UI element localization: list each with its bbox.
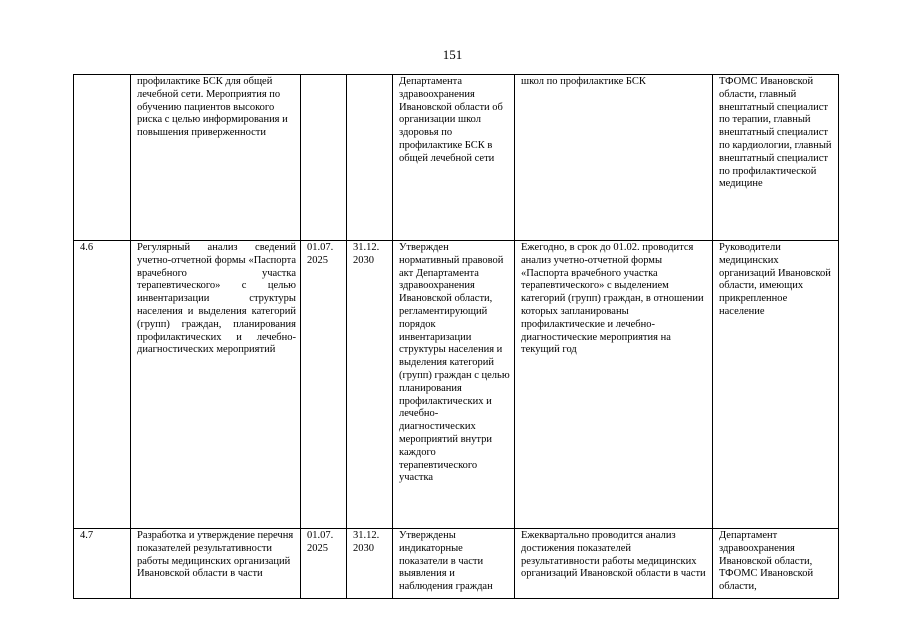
table-row [74,241,839,529]
cell-measure-name: Регулярный анализ сведений учетно-отчетной формы «Паспорта врачебного участка терапевтического» с целью инвентаризации структуры населения и выделения категорий (групп) граждан, планирования профилактических и лечебно-диагностических мероприятий [131,241,301,529]
page-number: 151 [442,47,463,62]
cell-start-date: 01.07. 2025 [301,241,347,529]
cell-end-date: 31.12. 2030 [347,241,393,529]
cell-responsible: ТФОМС Ивановской области, главный внештатный специалист по терапии, главный внештатный специалист по кардиологии, главный внештатный специалист по профилактической медицине [713,75,839,241]
cell-measure-name: Разработка и утверждение перечня показателей результативности работы медицинских организаций Ивановской области в части [131,529,301,599]
cell-measure-name: профилактике БСК для общей лечебной сети. Мероприятия по обучению пациентов высокого риска с целью информирования и повышения приверженности [131,75,301,241]
cell-document: Утверждены индикаторные показатели в части выявления и наблюдения граждан [393,529,515,599]
cell-document: Департамента здравоохранения Ивановской области об организации школ здоровья по профилактике БСК в общей лечебной сети [393,75,515,241]
cell-result: Ежеквартально проводится анализ достижения показателей результативности работы медицинских организаций Ивановской области в части [515,529,713,599]
cell-number: 4.7 [74,529,131,599]
cell-result: Ежегодно, в срок до 01.02. проводится анализ учетно-отчетной формы «Паспорта врачебного участка терапевтического» с выделением категорий (групп) граждан, в отношении которых запланированы профилактические и лечебно-диагностические мероприятия на текущий год [515,241,713,529]
cell-start-date: 01.07. 2025 [301,529,347,599]
table-row [74,529,839,599]
cell-start-date [301,75,347,241]
cell-number: 4.6 [74,241,131,529]
table-row [74,75,839,241]
cell-end-date: 31.12. 2030 [347,529,393,599]
cell-document: Утвержден нормативный правовой акт Департамента здравоохранения Ивановской области, регламентирующий порядок инвентаризации структуры населения и выделения категорий (групп) граждан с целью планирования профилактических и лечебно-диагностических мероприятий внутри каждого терапевтического участка [393,241,515,529]
cell-responsible: Руководители медицинских организаций Ивановской области, имеющих прикрепленное население [713,241,839,529]
cell-result: школ по профилактике БСК [515,75,713,241]
cell-number [74,75,131,241]
cell-end-date [347,75,393,241]
cell-responsible: Департамент здравоохранения Ивановской области, ТФОМС Ивановской области, [713,529,839,599]
measures-table [73,74,839,599]
